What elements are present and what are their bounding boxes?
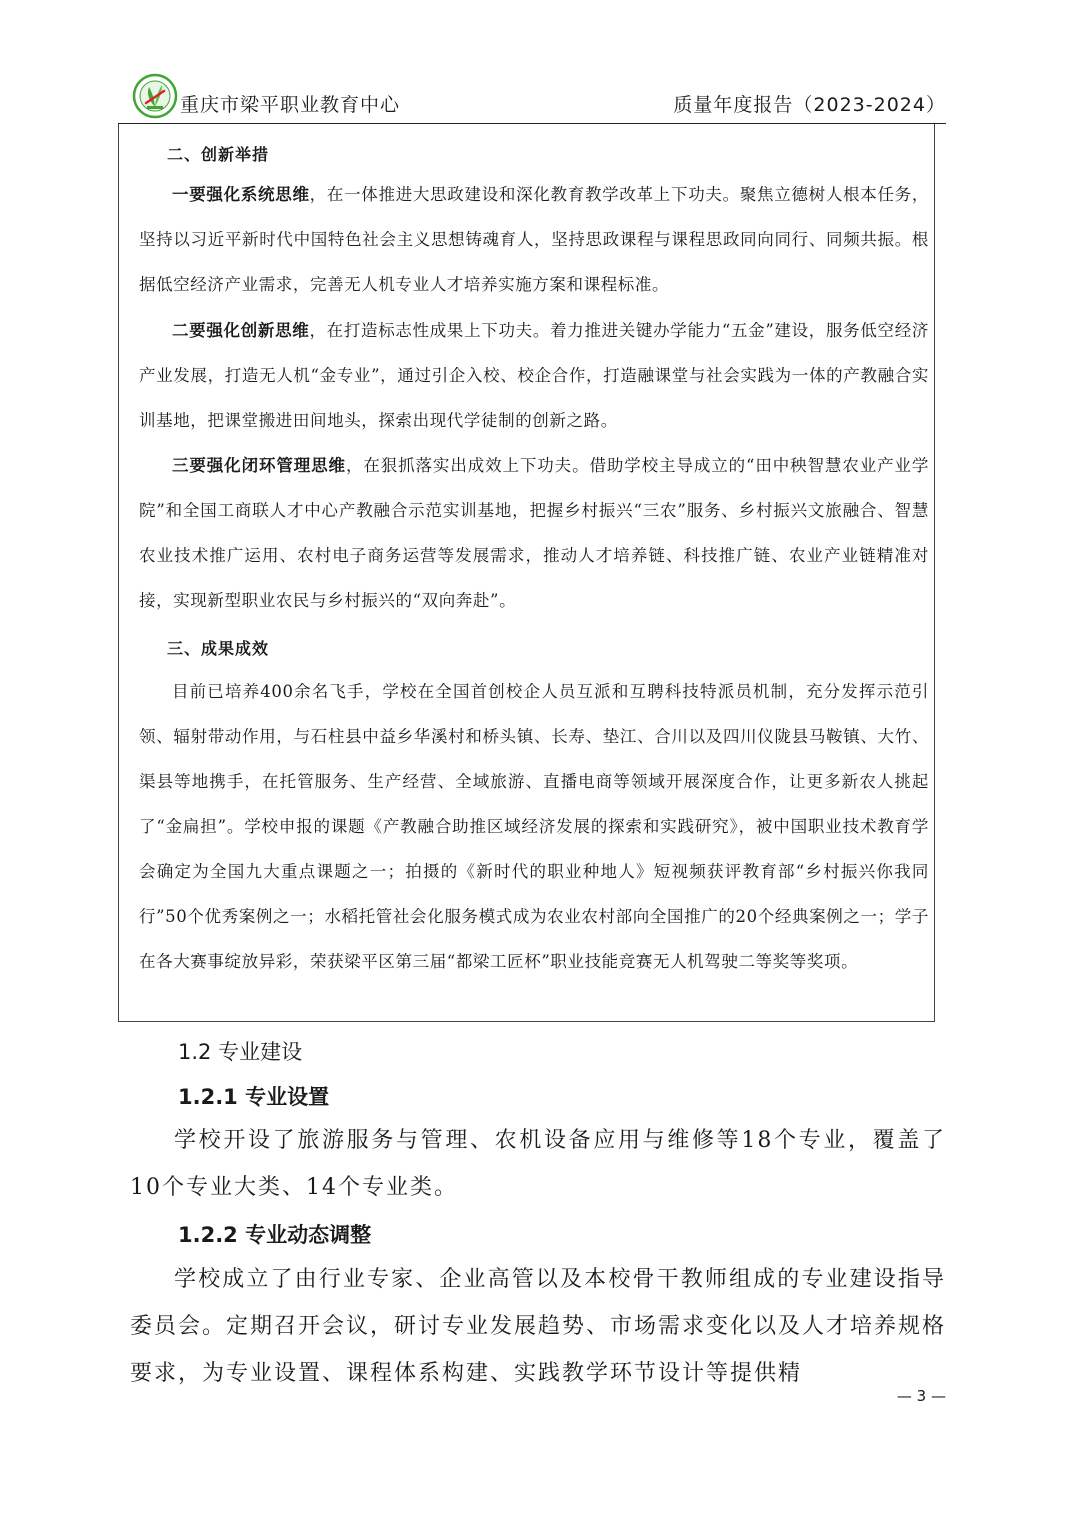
heading-1-2: 1.2 专业建设 xyxy=(178,1040,303,1064)
section-title-innovation: 二、创新举措 xyxy=(167,145,270,164)
school-name: 重庆市梁平职业教育中心 xyxy=(180,94,401,116)
paragraph-3-lead: 三要强化闭环管理思维 xyxy=(172,456,346,475)
paragraph-3-text: ，在狠抓落实出成效上下功夫。借助学校主导成立的“田中秧智慧农业产业学院”和全国工商联人才中心产教融合示范实训基地，把握乡村振兴“三农”服务、乡村振兴文旅融合、智慧农业技术推广运用、农村电子商务运营等发展需求，推动人才培养链、科技推广链、农业产业链精准对接，实现新型职业农民与乡村振兴的“双向奔赴”。 xyxy=(139,456,930,610)
school-logo xyxy=(132,73,178,119)
paragraph-2-lead: 二要强化创新思维 xyxy=(172,321,310,340)
heading-1-2-1: 1.2.1 专业设置 xyxy=(178,1085,330,1109)
paragraph-1-2-1: 学校开设了旅游服务与管理、农机设备应用与维修等18个专业，覆盖了10个专业大类、14个专业类。 xyxy=(130,1128,946,1200)
page-number: — 3 — xyxy=(896,1387,946,1405)
report-title: 质量年度报告（2023-2024） xyxy=(673,94,946,116)
innovation-paragraph-1 xyxy=(139,172,929,307)
paragraph-1-lead: 一要强化系统思维 xyxy=(172,185,310,204)
innovation-paragraph-2 xyxy=(139,308,929,443)
case-study-box xyxy=(118,124,935,1022)
heading-1-2-2: 1.2.2 专业动态调整 xyxy=(178,1223,372,1247)
page-header xyxy=(118,70,946,126)
section-title-results: 三、成果成效 xyxy=(167,639,270,658)
innovation-paragraph-3 xyxy=(139,443,929,623)
paragraph-2-text: ，在打造标志性成果上下功夫。着力推进关键办学能力“五金”建设，服务低空经济产业发展，打造无人机“金专业”，通过引企入校、校企合作，打造融课堂与社会实践为一体的产教融合实训基地，把课堂搬进田间地头，探索出现代学徒制的创新之路。 xyxy=(139,321,929,430)
paragraph-1-2-2: 学校成立了由行业专家、企业高管以及本校骨干教师组成的专业建设指导委员会。定期召开会议，研讨专业发展趋势、市场需求变化以及人才培养规格要求，为专业设置、课程体系构建、实践教学环节设计等提供精 xyxy=(130,1267,947,1386)
paragraph-1-text: ，在一体推进大思政建设和深化教育教学改革上下功夫。聚焦立德树人根本任务，坚持以习近平新时代中国特色社会主义思想铸魂育人，坚持思政课程与课程思政同向同行、同频共振。根据低空经济产业需求，完善无人机专业人才培养实施方案和课程标准。 xyxy=(139,185,929,294)
results-paragraph: 目前已培养400余名飞手，学校在全国首创校企人员互派和互聘科技特派员机制，充分发挥示范引领、辐射带动作用，与石柱县中益乡华溪村和桥头镇、长寿、垫江、合川以及四川仪陇县马鞍镇、大竹、渠县等地携手，在托管服务、生产经营、全域旅游、直播电商等领域开展深度合作，让更多新农人挑起了“金扁担”。学校申报的课题《产教融合助推区域经济发展的探索和实践研究》，被中国职业技术教育学会确定为全国九大重点课题之一；拍摄的《新时代的职业种地人》短视频获评教育部“乡村振兴你我同行”50个优秀案例之一；水稻托管社会化服务模式成为农业农村部向全国推广的20个经典案例之一；学子在各大赛事绽放异彩，荣获梁平区第三届“都梁工匠杯”职业技能竞赛无人机驾驶二等奖等奖项。 xyxy=(139,682,929,971)
